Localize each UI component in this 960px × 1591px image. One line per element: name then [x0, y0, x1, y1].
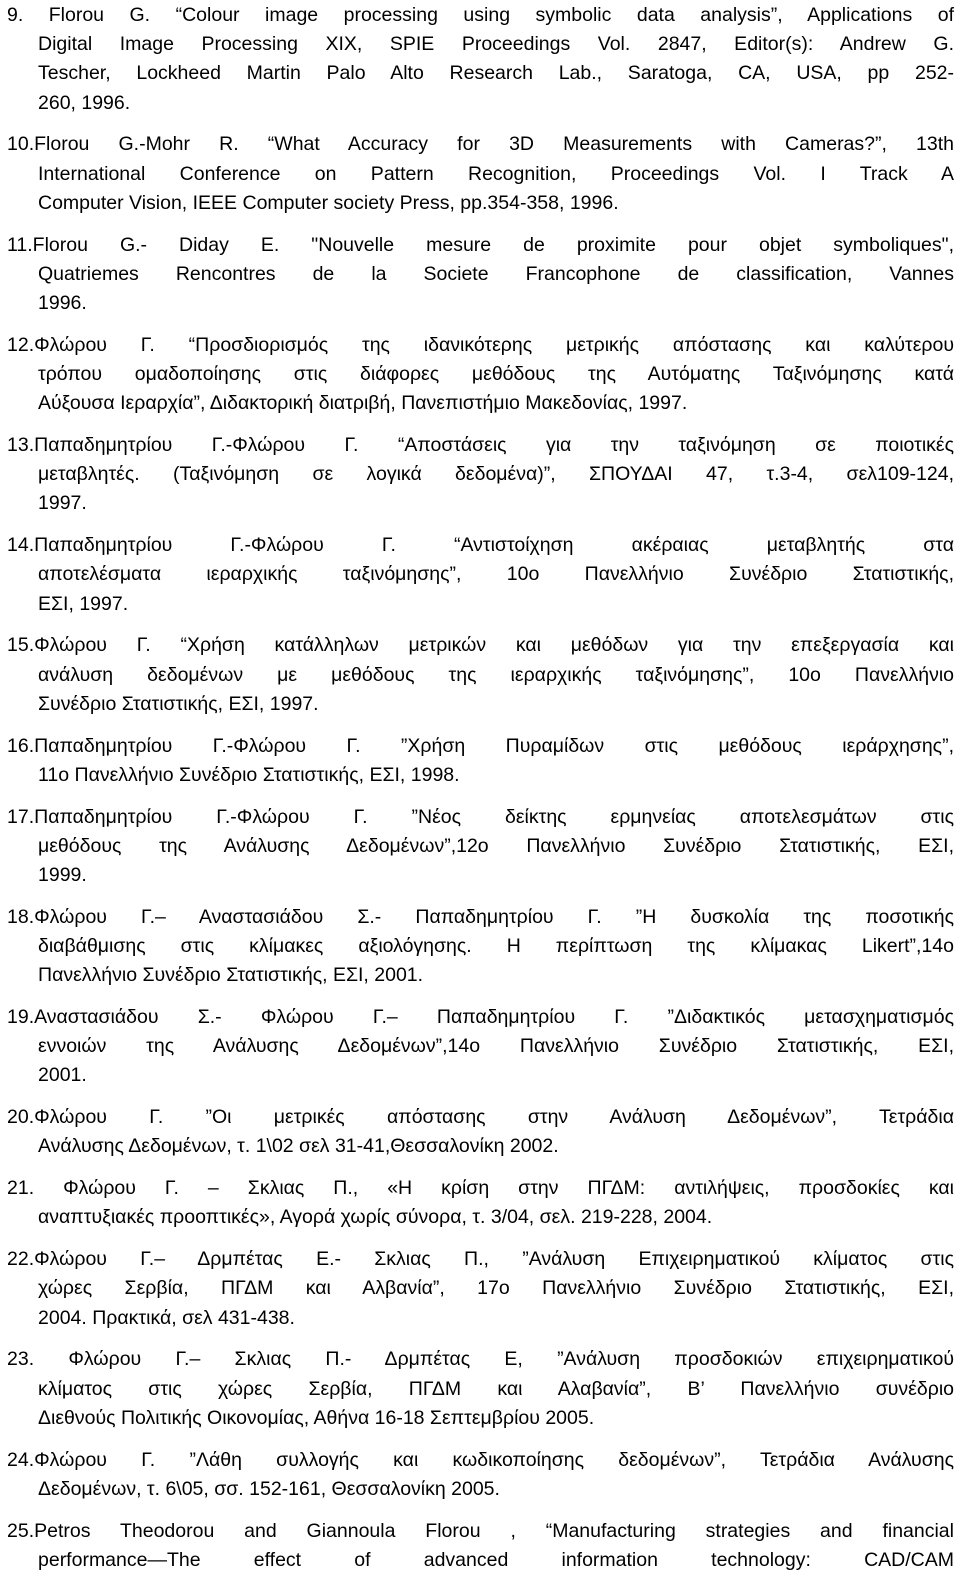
reference-line: Πανελλήνιο Συνέδριο Στατιστικής, ΕΣΙ, 2001.	[38, 964, 424, 987]
reference-first-line: 11.Florou G.- Diday E. "Nouvelle mesure de proximite pour objet symboliques",	[7, 233, 954, 256]
reference-line: διαβάθμισης στις κλίμακες αξιολόγησης. Η περίπτωση της κλίμακας Likert”,14ο	[38, 935, 954, 957]
reference-first-line: 23. Φλώρου Γ.– Σκλιας Π.- Δρμπέτας Ε, ”Ανάλυση προσδοκιών επιχειρηματικού	[7, 1348, 954, 1371]
reference-first-line: 17.Παπαδημητρίου Γ.-Φλώρου Γ. ”Νέος δείκτης ερμηνείας αποτελεσμάτων στις	[7, 805, 954, 828]
reference-line: 1996.	[38, 292, 87, 314]
reference-first-line: 22.Φλώρου Γ.– Δρμπέτας Ε.- Σκλιας Π., ”Ανάλυση Επιχειρηματικού κλίματος στις	[7, 1248, 954, 1271]
reference-line: 260, 1996.	[38, 91, 131, 114]
reference-line: Αύξουσα Ιεραρχία”, Διδακτορική διατριβή, Πανεπιστήμιο Μακεδονίας, 1997.	[38, 392, 688, 415]
reference-line: αναπτυξιακές προοπτικές», Αγορά χωρίς σύνορα, τ. 3/04, σελ. 219-228, 2004.	[38, 1206, 713, 1229]
reference-first-line: 19.Αναστασιάδου Σ.- Φλώρου Γ.– Παπαδημητρίου Γ. ”Διδακτικός μετασχηματισμός	[7, 1006, 954, 1028]
reference-line: International Conference on Pattern Recognition, Proceedings Vol. I Track A	[38, 162, 954, 185]
reference-first-line: 21. Φλώρου Γ. – Σκλιας Π., «Η κρίση στην ΠΓΔΜ: αντιλήψεις, προσδοκίες και	[7, 1177, 954, 1200]
reference-line: 2004. Πρακτικά, σελ 431-438.	[38, 1306, 295, 1329]
reference-line: κλίματος στις χώρες Σερβία, ΠΓΔΜ και Αλαβανία”, Β’ Πανελλήνιο συνέδριο	[38, 1377, 954, 1400]
reference-line: ανάλυση δεδομένων με μεθόδους της ιεραρχικής ταξινόμησης”, 10ο Πανελλήνιο	[38, 663, 954, 686]
reference-line: Quatriemes Rencontres de la Societe Francophone de classification, Vannes	[38, 262, 954, 285]
reference-line: 11ο Πανελλήνιο Συνέδριο Στατιστικής, ΕΣΙ, 1998.	[38, 763, 460, 786]
reference-line: χώρες Σερβία, ΠΓΔΜ και Αλβανία”, 17ο Πανελλήνιο Συνέδριο Στατιστικής, ΕΣΙ,	[38, 1277, 954, 1300]
reference-line: performance—The effect of advanced information technology: CAD/CAM	[38, 1548, 954, 1571]
reference-first-line: 12.Φλώρου Γ. “Προσδιορισμός της ιδανικότερης μετρικής απόστασης και καλύτερου	[7, 333, 954, 356]
reference-first-line: 20.Φλώρου Γ. ”Οι μετρικές απόστασης στην Ανάλυση Δεδομένων”, Τετράδια	[7, 1106, 954, 1129]
reference-line: τρόπου ομαδοποίησης στις διάφορες μεθόδους της Αυτόματης Ταξινόμησης κατά	[38, 363, 954, 385]
reference-line: ΕΣΙ, 1997.	[38, 592, 129, 615]
reference-line: Digital Image Processing XIX, SPIE Proceedings Vol. 2847, Editor(s): Andrew G.	[38, 33, 954, 56]
reference-line: αποτελέσματα ιεραρχικής ταξινόμησης”, 10ο Πανελλήνιο Συνέδριο Στατιστικής,	[38, 563, 954, 586]
reference-first-line: 14.Παπαδημητρίου Γ.-Φλώρου Γ. “Αντιστοίχηση ακέραιας μεταβλητής στα	[7, 534, 954, 557]
reference-first-line: 15.Φλώρου Γ. “Χρήση κατάλληλων μετρικών και μεθόδων για την επεξεργασία και	[7, 634, 954, 657]
reference-first-line: 18.Φλώρου Γ.– Αναστασιάδου Σ.- Παπαδημητρίου Γ. ”Η δυσκολία της ποσοτικής	[7, 905, 954, 928]
reference-line: Computer Vision, IEEE Computer society Press, pp.354-358, 1996.	[38, 191, 619, 214]
reference-line: Tescher, Lockheed Martin Palo Alto Research Lab., Saratoga, CA, USA, pp 252-	[38, 62, 954, 85]
reference-line: 1999.	[38, 864, 87, 886]
reference-line: μεταβλητές. (Ταξινόμηση σε λογικά δεδομένα)”, ΣΠΟΥΔΑΙ 47, τ.3-4, σελ109-124,	[38, 463, 954, 486]
reference-first-line: 9. Florou G. “Colour image processing using symbolic data analysis”, Applications of	[7, 4, 954, 26]
reference-first-line: 24.Φλώρου Γ. ”Λάθη συλλογής και κωδικοποίησης δεδομένων”, Τετράδια Ανάλυσης	[7, 1448, 954, 1471]
reference-first-line: 25.Petros Theodorou and Giannoula Florou , “Manufacturing strategies and financial	[7, 1519, 954, 1542]
reference-line: Δεδομένων, τ. 6\05, σσ. 152-161, Θεσσαλονίκη 2005.	[38, 1477, 500, 1500]
reference-first-line: 13.Παπαδημητρίου Γ.-Φλώρου Γ. “Αποστάσεις για την ταξινόμηση σε ποιοτικές	[7, 434, 954, 456]
reference-first-line: 16.Παπαδημητρίου Γ.-Φλώρου Γ. ”Χρήση Πυραμίδων στις μεθόδους ιεράρχησης”,	[7, 734, 954, 757]
reference-line: μεθόδους της Ανάλυσης Δεδομένων”,12ο Πανελλήνιο Συνέδριο Στατιστικής, ΕΣΙ,	[38, 834, 954, 857]
reference-line: Συνέδριο Στατιστικής, ΕΣΙ, 1997.	[38, 692, 319, 715]
reference-line: 1997.	[38, 492, 87, 515]
reference-line: Ανάλυσης Δεδομένων, τ. 1\02 σελ 31-41,Θεσσαλονίκη 2002.	[38, 1135, 559, 1158]
reference-line: εννοιών της Ανάλυσης Δεδομένων”,14ο Πανελλήνιο Συνέδριο Στατιστικής, ΕΣΙ,	[38, 1035, 954, 1058]
reference-first-line: 10.Florou G.-Mohr R. “What Accuracy for 3D Measurements with Cameras?”, 13th	[7, 133, 954, 156]
reference-line: 2001.	[38, 1064, 87, 1087]
reference-line: Διεθνούς Πολιτικής Οικονομίας, Αθήνα 16-18 Σεπτεμβρίου 2005.	[38, 1406, 595, 1429]
